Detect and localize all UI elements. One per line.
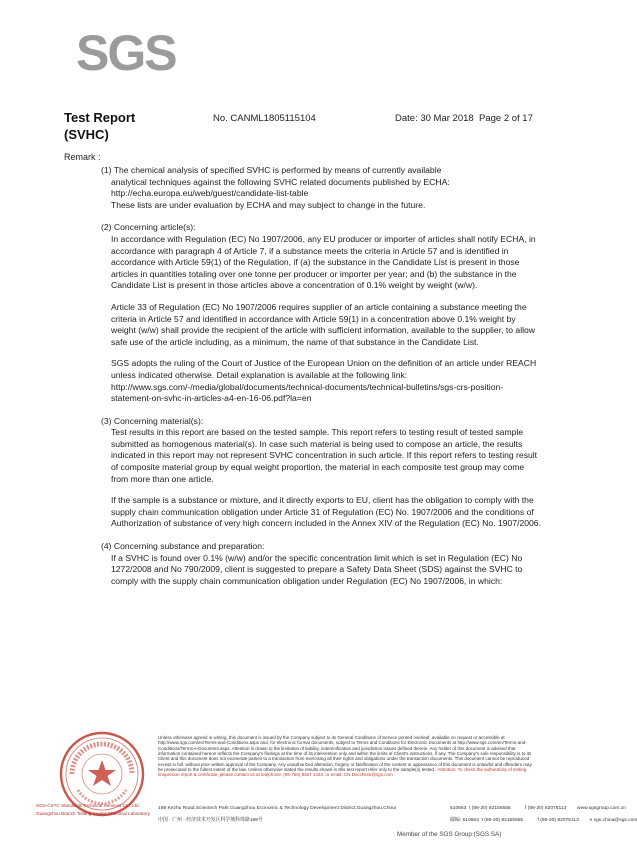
remark-item-3-para-1: Test results in this report are based on the tested sample. This report refers to testing result of tested sample submitted as homogenous material(s). In case such material is being used to compose an article, the results indicated in this report may not represent SVHC concentration in such article. If this report refers to testing result of composite material group by equal weight proportion, the material in each composite test group may come from more than one article. [111,427,538,484]
address-cn-zip: 邮编: 510663 [450,818,479,823]
sgs-position-link[interactable]: http://www.sgs.com/-/media/global/documents/technical-documents/technical-bulletins/sgs-crs-position-statement-on-svhc-in-articles-a4-en-16-06.pdf?la=en [111,381,504,404]
remark-body [101,165,541,587]
address-en [158,806,626,811]
address-en-tel: t (86-20) 82155555 [469,806,511,811]
remark-item-3 [101,416,541,530]
remark-item-2-para-1: In accordance with Regulation (EC) No 1907/2006, any EU producer or importer of articles shall notify ECHA, in accordance with paragraph 4 of Article 7, if a substance meets the criteria in Article 57 and is identified in accordance with Article 59(1) of the Regulation, if (a) the substance in the Candidate List is present in those articles in quantities totaling over one tonne per producer or importer per year; and (b) the substance in the Candidate List is present in those articles above a concentration of 0.1% weight by weight (w/w). [111,233,536,291]
remark-item-1-head: (1) The chemical analysis of specified SVHC is performed by means of currently available [101,165,442,175]
website-link[interactable]: www.sgsgroup.com.cn [577,806,626,811]
remark-item-1-line-1: analytical techniques against the following SVHC related documents published by ECHA: [111,176,450,187]
report-title: Test Report [64,110,136,125]
sgs-member-note: Member of the SGS Group (SGS SA) [397,831,502,838]
report-subtitle: (SVHC) [64,127,109,142]
remark-item-1 [101,165,541,211]
address-en-zip: 510663 [450,806,467,811]
echa-link[interactable]: http://echa.europa.eu/web/guest/candidate-list-table [111,188,309,199]
report-number: No. CANML1805115104 [213,113,316,124]
terms-text: Unless otherwise agreed in writing, this document is issued by the Company subject to its General Conditions of Service printed overleaf, available on request or accessible at http://www.sgs.com/en/Terms-and-Conditions.aspx and, for electronic format documents, subject to Terms and Conditions for Electronic Documents at http://www.sgs.com/en/Terms-and-Conditions/Terms-e-Document.aspx. Attention is drawn to the limitation of liability, indemnification and jurisdiction issues defined therein. Any holder of this document is advised that information contained hereon reflects the Company's findings at the time of its intervention only and within the limits of Client's instructions, if any. The Company's sole responsibility is to its Client and this document does not exonerate parties to a transaction from exercising all their rights and obligations under the transaction documents. This document cannot be reproduced except in full, without prior written approval of the Company. Any unauthorized alteration, forgery or falsification of the content or appearance of this document is unlawful and offenders may be prosecuted to the fullest extent of the law. Unless otherwise stated the results shown in this test report refer only to the sample(s) tested . [158,735,532,773]
remark-item-2-para-2: Article 33 of Regulation (EC) No 1907/2006 requires supplier of an article containing a substance meeting the criteria in Article 57 and identified in accordance with Article 59(1) in a concentration above 0.1% weight by weight (w/w) shall provide the recipient of the article with sufficient information, available to the supplier, to allow safe use of the article including, as a minimum, the name of that substance in the Candidate List. [111,301,536,347]
remark-item-4 [101,541,541,587]
email-link[interactable]: e sgs.china@sgs.com [589,818,637,823]
seal-caption-2: Guangzhou Branch Testing Center Chemical Laboratory [36,811,151,816]
footer-fine-print [158,735,538,778]
report-date: Date: 30 Mar 2018 [395,113,474,124]
remark-item-4-para-1: If a SVHC is found over 0.1% (w/w) and/or the specific concentration limit which is set in Regulation (EC) No 1272/2008 and No 790/2009, client is suggested to prepare a Safety Data Sheet (SDS) against the SVHC to comply with the supply chain communication obligation under Regulation (EC) No 1907/2006, in which: [111,552,523,586]
address-cn [158,816,637,823]
page-number: Page 2 of 17 [479,113,533,124]
remark-item-2-head: (2) Concerning article(s): [101,222,196,233]
remark-item-2 [101,222,541,404]
remark-label: Remark : [64,152,101,162]
remark-item-3-head: (3) Concerning material(s): [101,415,204,426]
address-cn-tel: t (86-20) 82155555 [481,818,524,823]
address-cn-street: 中国 · 广州 · 经济技术开发区科学城科珠路198号 [158,818,263,823]
address-en-street: 198 Kezhu Road,Scientech Park Guangzhou Economic & Technology Development District,Guangzhou,China [158,806,397,811]
sgs-logo-text: SGS [76,25,176,81]
authenticity-notice: Attention: To check the authenticity of testing /inspection report & certificate, please contact us at telephone: (86-755) 8307 1443, or email: CN.Doccheck@sgs.com [158,767,527,778]
remark-item-3-para-2: If the sample is a substance or mixture, and it directly exports to EU, client has the obligation to comply with the supply chain communication obligation under Article 31 of Regulation (EC) No. 1907/2006 and the conditions of Authorization of substance of very high concern included in the Annex XIV of the Regulation (EC) No. 1907/2006. [111,495,541,529]
address-cn-fax: f (86-20) 82075113 [537,818,579,823]
remark-item-1-line-3: These lists are under evaluation by ECHA and may subject to change in the future. [111,199,426,210]
seal-caption-1: SGS-CSTC Standards Technical Services Co., Ltd. [36,803,140,808]
remark-item-2-para-3: SGS adopts the ruling of the Court of Justice of the European Union on the definition of an article under REACH unless indicated otherwise. Detail explanation is available at the following link: [111,358,537,380]
address-en-fax: f (86-20) 82075113 [525,806,567,811]
sgs-logo [76,25,176,81]
remark-item-4-head: (4) Concerning substance and preparation: [101,541,265,552]
